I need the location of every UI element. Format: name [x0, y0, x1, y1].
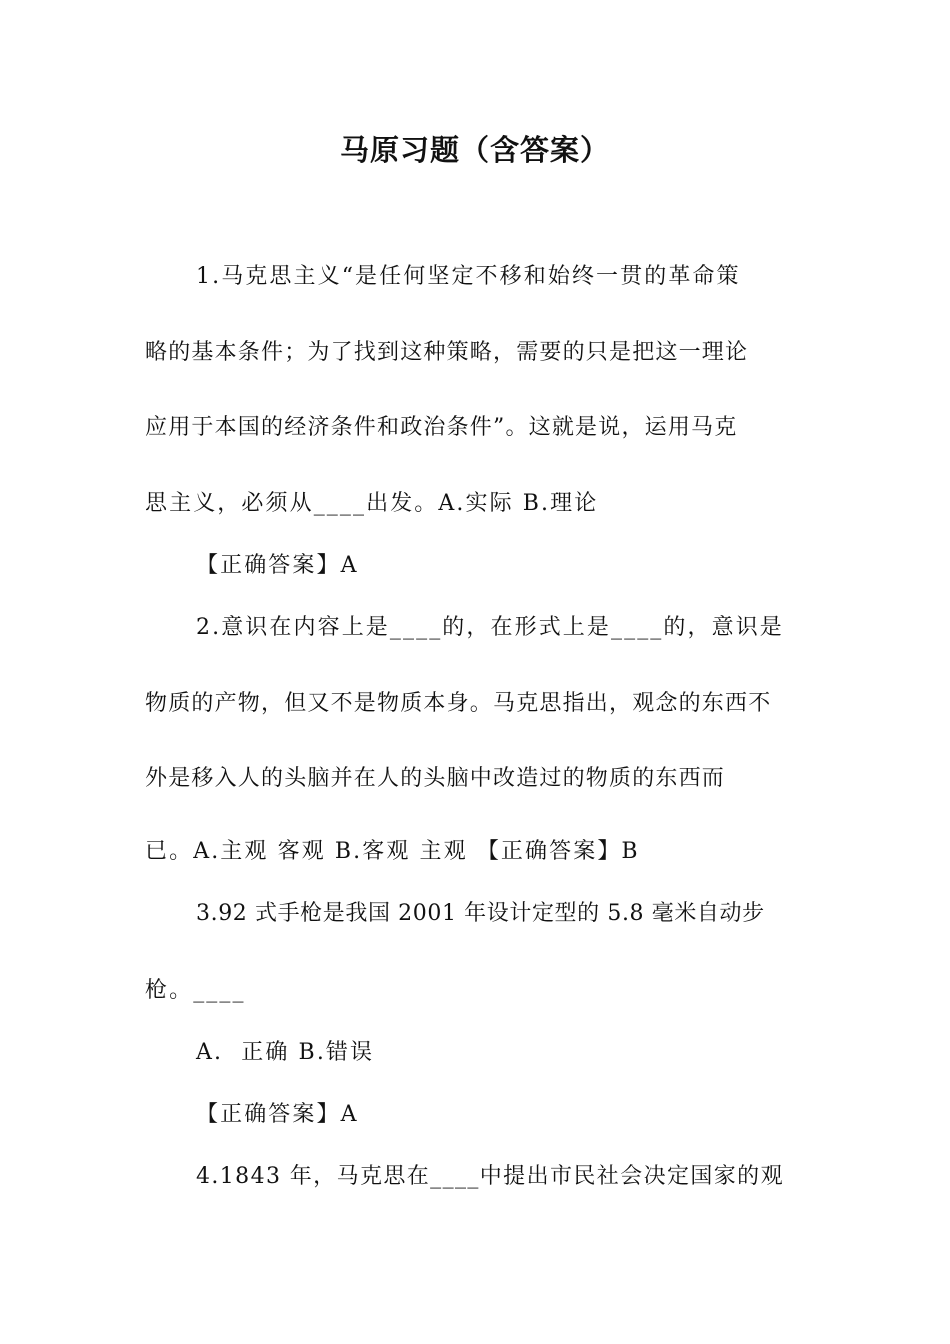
q3-line-2: 枪。____	[145, 978, 246, 1003]
q2-line-4-options-answer: 已。A.主观 客观 B.客观 主观 【正确答案】B	[145, 839, 640, 864]
q1-line-4-options: 思主义，必须从____出发。A.实际 B.理论	[145, 491, 599, 516]
q1-line-1: 1.马克思主义“是任何坚定不移和始终一贯的革命策	[196, 264, 741, 289]
q2-line-2: 物质的产物，但又不是物质本身。马克思指出，观念的东西不	[145, 691, 772, 716]
q3-line-1: 3.92 式手枪是我国 2001 年设计定型的 5.8 毫米自动步	[196, 901, 765, 926]
q2-line-3: 外是移入人的头脑并在人的头脑中改造过的物质的东西而	[145, 766, 726, 791]
q3-answer: 【正确答案】A	[196, 1102, 359, 1127]
q4-line-1: 4.1843 年，马克思在____中提出市民社会决定国家的观	[196, 1164, 784, 1189]
q1-answer: 【正确答案】A	[196, 553, 359, 578]
document-title: 马原习题（含答案）	[339, 133, 610, 167]
q3-options: A. 正确 B.错误	[196, 1040, 375, 1065]
q1-line-3: 应用于本国的经济条件和政治条件”。这就是说，运用马克	[145, 415, 738, 440]
q1-line-2: 略的基本条件；为了找到这种策略，需要的只是把这一理论	[145, 340, 749, 365]
q2-line-1: 2.意识在内容上是____的，在形式上是____的，意识是	[196, 615, 784, 640]
